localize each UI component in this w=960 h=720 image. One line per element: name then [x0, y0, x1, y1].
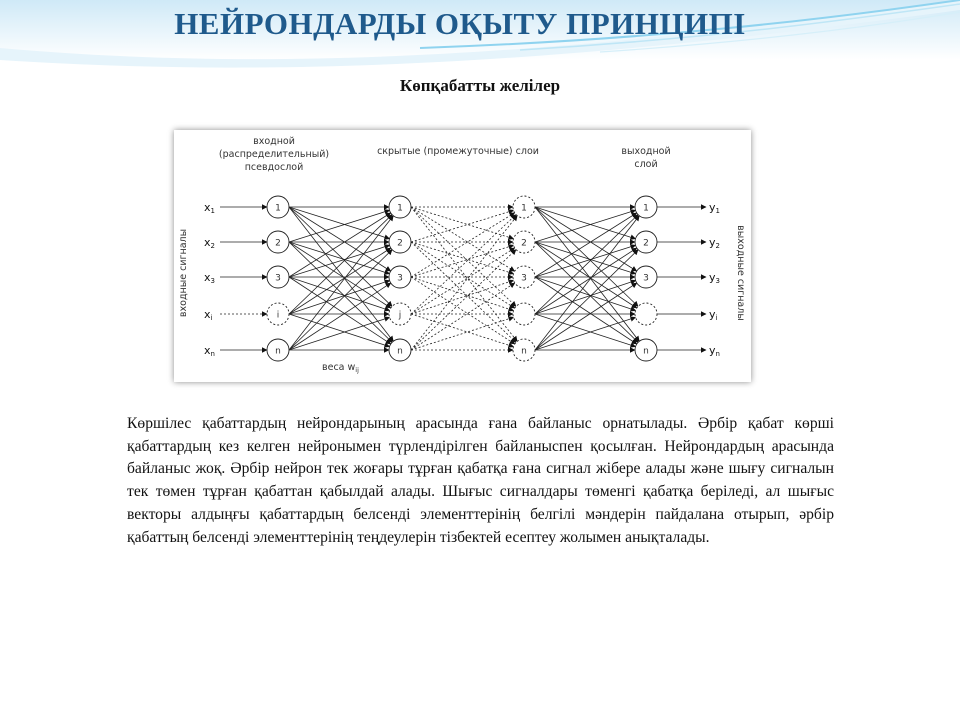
edge-hidden2-2-to-output-4	[535, 277, 637, 344]
input-layer-label-line1: входной	[253, 136, 295, 147]
input-neuron-label: n	[275, 346, 281, 357]
edge-hidden1-2-to-hidden2-4	[411, 277, 515, 344]
output-signal-label: y3	[709, 271, 720, 285]
input-signal-label: xn	[204, 344, 215, 358]
edge-hidden1-0-to-hidden2-4	[411, 207, 517, 341]
output-neuron-label: 3	[643, 273, 649, 284]
edge-hidden2-1-to-output-2	[535, 242, 636, 274]
slide-title: НЕЙРОНДАРДЫ ОҚЫТУ ПРИНЦИПІ	[174, 6, 746, 41]
edge-hidden1-1-to-hidden2-2	[411, 242, 514, 274]
slide-subtitle: Көпқабатты желілер	[399, 76, 561, 95]
hidden2-neuron	[513, 303, 535, 325]
edge-hidden1-2-to-hidden2-1	[411, 245, 514, 277]
hidden1-neuron-label: n	[397, 346, 403, 357]
output-neuron-label: n	[643, 346, 649, 357]
edge-hidden2-2-to-output-0	[535, 213, 637, 277]
hidden2-neuron-label: 1	[521, 203, 527, 214]
input-signal-label: xi	[204, 308, 213, 322]
output-layer-label-line1: выходной	[621, 146, 671, 157]
output-layer-label-line2: слой	[634, 159, 658, 170]
input-neuron-label: i	[276, 310, 280, 321]
body-paragraph: Көршілес қабаттардың нейрондарының арасында ғана байланыс орнатылады. Әрбір қабат көрші қабаттардың кез келген нейронымен түрлендірілген байланыспен қосылған. Нейрондардың арасында байланыс жоқ. Әрбір нейрон тек жоғары тұрған қабатқа ғана сигнал жібере алады және шығу сигналын тек төмен тұрған қабаттан қабылдай алады. Шығыс сигналдары төменгі қабатқа беріледі, ал шығыс векторы алдыңғы қабаттардың белсенді элементтерінің белгілі мәндерін пайдалана отырып, әрбір қабаттың белсенді элементтерінің теңдеулерін тізбектей есептеу жолымен анықталады.	[127, 415, 834, 546]
network-diagram-svg	[174, 130, 751, 382]
edge-hidden2-4-to-output-2	[535, 283, 637, 350]
input-layer-label-line3: псевдослой	[244, 162, 304, 173]
neuron-nodes	[204, 196, 720, 361]
output-signal-label: y1	[709, 201, 720, 215]
hidden1-neuron-label: 3	[397, 273, 403, 284]
input-neuron-label: 1	[275, 203, 281, 214]
edge-hidden2-4-to-output-0	[535, 216, 639, 350]
input-neuron-label: 2	[275, 238, 281, 249]
output-neuron-label: 2	[643, 238, 649, 249]
hidden2-neuron-label: 3	[521, 273, 527, 284]
input-signals-label: входные сигналы	[178, 228, 189, 318]
output-signal-label: yi	[709, 308, 718, 322]
network-diagram	[174, 130, 751, 382]
edge-hidden1-2-to-hidden2-3	[411, 277, 514, 311]
edge-hidden1-3-to-hidden2-1	[411, 248, 515, 314]
edge-hidden1-1-to-hidden2-3	[411, 242, 515, 308]
edge-input-4-to-hidden1-2	[289, 283, 391, 350]
output-signals-label: выходные сигналы	[735, 225, 746, 321]
output-neuron-label: 1	[643, 203, 649, 214]
hidden1-neuron-label: 1	[397, 203, 403, 214]
hidden2-neuron-label: 2	[521, 238, 527, 249]
weights-label	[322, 362, 359, 374]
hidden1-neuron-label: j	[398, 310, 402, 321]
output-neuron	[635, 303, 657, 325]
edge-input-4-to-hidden1-0	[289, 216, 393, 350]
weights-label-sub: ij	[355, 366, 359, 374]
connection-edges	[289, 207, 639, 350]
weights-label-text: веса w	[322, 362, 356, 373]
edge-hidden1-4-to-hidden2-3	[411, 317, 514, 350]
input-layer-label-line2: (распределительный)	[218, 149, 330, 160]
input-signal-label: x1	[204, 201, 215, 215]
edge-hidden1-3-to-hidden2-2	[411, 280, 514, 314]
output-signal-label: yn	[709, 344, 720, 358]
edge-hidden1-4-to-hidden2-2	[411, 283, 515, 350]
edge-input-2-to-hidden1-0	[289, 213, 391, 277]
edge-hidden1-2-to-hidden2-0	[411, 213, 515, 277]
edge-hidden1-4-to-hidden2-0	[411, 216, 517, 350]
edge-input-2-to-hidden1-4	[289, 277, 391, 344]
hidden2-neuron-label: n	[521, 346, 527, 357]
input-signal-label: x2	[204, 236, 215, 250]
input-signal-label: x3	[204, 271, 215, 285]
edge-hidden2-1-to-output-3	[535, 242, 637, 308]
edge-input-1-to-hidden1-3	[289, 242, 391, 308]
hidden1-neuron-label: 2	[397, 238, 403, 249]
output-signal-label: y2	[709, 236, 720, 250]
edge-input-1-to-hidden1-2	[289, 242, 390, 274]
edge-hidden1-0-to-hidden2-1	[411, 207, 514, 239]
hidden-layers-label: скрытые (промежуточные) слои	[377, 146, 539, 157]
input-neuron-label: 3	[275, 273, 281, 284]
